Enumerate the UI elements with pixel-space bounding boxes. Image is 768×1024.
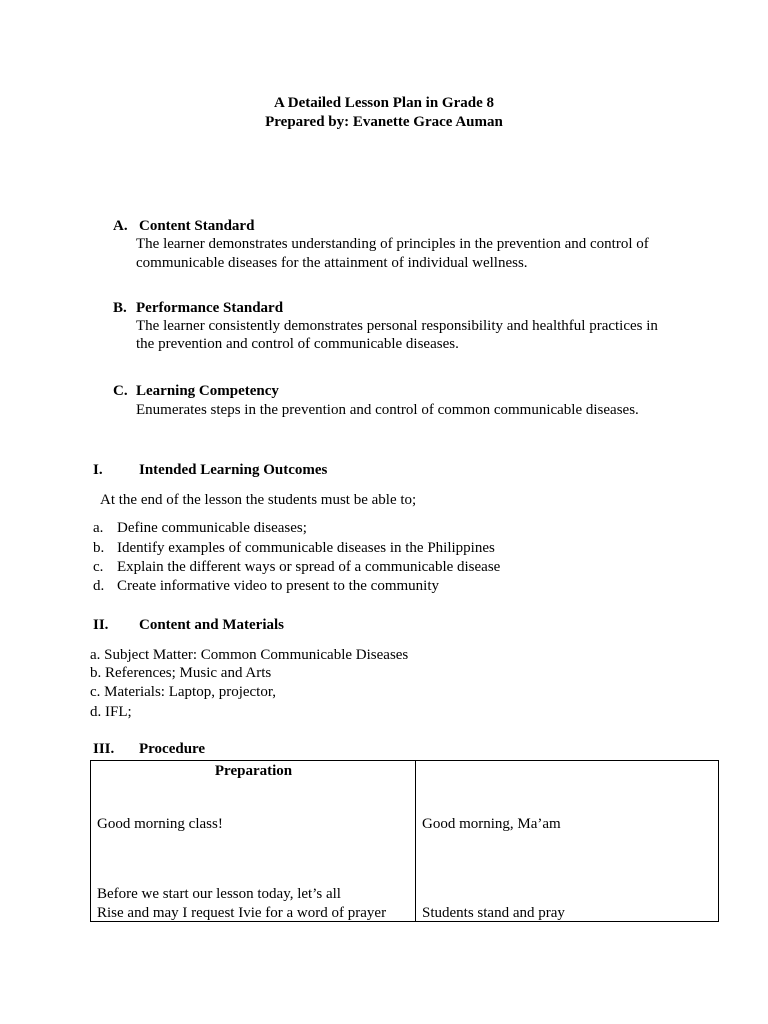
procedure-table (90, 760, 719, 922)
list-item-text: Define communicable diseases; (117, 520, 307, 536)
student-greeting-reply: Good morning, Ma’am (422, 816, 561, 832)
list-item (93, 519, 307, 538)
standard-heading: Performance Standard (136, 300, 284, 316)
standard-text-line: The learner demonstrates understanding of principles in the prevention and control of (136, 236, 649, 252)
standard-letter: B. (113, 300, 127, 316)
materials-line: b. References; Music and Arts (90, 665, 272, 681)
teacher-prayer-line: Before we start our lesson today, let’s all (97, 886, 341, 902)
document-title-block (0, 94, 768, 132)
teacher-greeting: Good morning class! (97, 816, 223, 832)
outcomes-intro: At the end of the lesson the students must be able to; (100, 492, 417, 508)
standard-text-line: Enumerates steps in the prevention and control of common communicable diseases. (136, 402, 639, 418)
teacher-activity-cell (91, 761, 416, 922)
standard-letter: C. (113, 383, 128, 399)
list-item-letter: a. (93, 520, 104, 536)
list-item-text: Explain the different ways or spread of a communicable disease (117, 559, 501, 575)
section-numeral: III. (93, 741, 115, 757)
list-item-text: Create informative video to present to the community (117, 578, 439, 594)
student-activity-cell (416, 761, 719, 922)
list-item-text: Identify examples of communicable diseases in the Philippines (117, 540, 495, 556)
list-item-letter: d. (93, 578, 105, 594)
materials-line: a. Subject Matter: Common Communicable Diseases (90, 647, 409, 663)
section-numeral: II. (93, 617, 109, 633)
student-prayer-reply: Students stand and pray (422, 905, 565, 921)
standard-heading: Learning Competency (136, 383, 279, 399)
materials-line: d. IFL; (90, 704, 132, 720)
list-item (93, 539, 495, 558)
section-title: Intended Learning Outcomes (139, 462, 328, 478)
table-row (91, 761, 719, 922)
standard-heading: Content Standard (139, 218, 255, 234)
teacher-prayer-line: Rise and may I request Ivie for a word of prayer (97, 905, 387, 921)
standard-text-line: the prevention and control of communicable diseases. (136, 336, 459, 352)
materials-line: c. Materials: Laptop, projector, (90, 684, 276, 700)
standard-text-line: communicable diseases for the attainment of individual wellness. (136, 255, 528, 271)
preparation-header: Preparation (214, 763, 293, 779)
section-title: Procedure (139, 741, 206, 757)
list-item (93, 558, 500, 577)
prepared-by: Prepared by: Evanette Grace Auman (265, 114, 503, 130)
list-item-letter: b. (93, 540, 105, 556)
standard-text-line: The learner consistently demonstrates personal responsibility and healthful practices in (136, 318, 658, 334)
list-item-letter: c. (93, 559, 104, 575)
section-numeral: I. (93, 462, 103, 478)
document-title: A Detailed Lesson Plan in Grade 8 (273, 95, 494, 111)
section-title: Content and Materials (139, 617, 284, 633)
list-item (93, 577, 439, 596)
standard-letter: A. (113, 218, 128, 234)
